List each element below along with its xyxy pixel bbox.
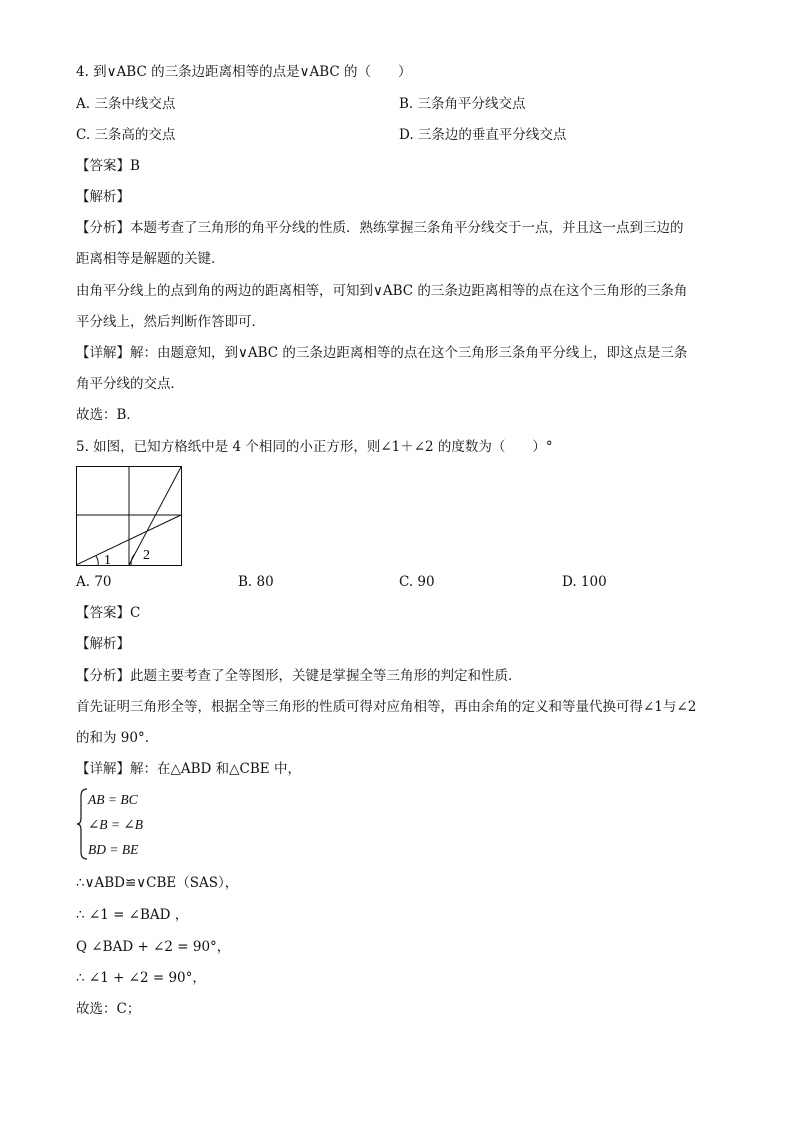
q5-step-3: Q ∠BAD + ∠2 = 90°， bbox=[76, 939, 231, 955]
q5-step-4: ∴ ∠1 + ∠2 = 90°， bbox=[76, 970, 206, 986]
q4-answer: 【答案】B bbox=[76, 158, 140, 174]
grid-figure bbox=[76, 466, 182, 566]
q5-analysis-line-1: 【分析】此题主要考查了全等图形，关键是掌握全等三角形的判定和性质． bbox=[76, 668, 522, 684]
q4-conclusion: 故选：B． bbox=[76, 407, 140, 423]
q5-option-c: C. 90 bbox=[399, 574, 435, 590]
q4-option-c: C. 三条高的交点 bbox=[76, 127, 176, 143]
q4-analysis-line-2b: 平分线上，然后判断作答即可． bbox=[76, 314, 265, 330]
q5-option-b: B. 80 bbox=[238, 574, 274, 590]
q5-analysis-line-2a: 首先证明三角形全等，根据全等三角形的性质可得对应角相等，再由余角的定义和等量代换可得∠1与∠2 bbox=[76, 699, 697, 715]
q5-step-2: ∴ ∠1 = ∠BAD ， bbox=[76, 907, 189, 923]
q5-analysis-heading: 【解析】 bbox=[76, 636, 130, 652]
q4-option-a: A. 三条中线交点 bbox=[76, 96, 176, 112]
q5-analysis-line-2b: 的和为 90°. bbox=[76, 730, 150, 746]
system-eq-2: ∠B = ∠B bbox=[88, 817, 143, 832]
q5-answer: 【答案】C bbox=[76, 605, 141, 621]
q5-option-d: D. 100 bbox=[562, 574, 607, 590]
q5-detail-intro: 【详解】解：在△ABD 和△CBE 中， bbox=[76, 761, 301, 777]
q4-detail-line-b: 角平分线的交点． bbox=[76, 376, 184, 392]
q4-detail-line-a: 【详解】解：由题意知，到∨ABC 的三条边距离相等的点在这个三角形三条角平分线上，即这点是三条 bbox=[76, 345, 688, 361]
q5-stem: 5. 如图，已知方格纸中是 4 个相同的小正方形，则∠1＋∠2 的度数为（ ）° bbox=[76, 439, 553, 455]
angle-1-arc bbox=[96, 556, 98, 565]
q4-analysis-line-1a: 【分析】本题考查了三角形的角平分线的性质．熟练掌握三条角平分线交于一点，并且这一点到三边的 bbox=[76, 220, 684, 236]
angle-2-label: 2 bbox=[143, 548, 150, 563]
q5-step-1: ∴∨ABD≌∨CBE（SAS）， bbox=[76, 875, 239, 891]
angle-1-label: 1 bbox=[104, 553, 111, 566]
q4-analysis-heading: 【解析】 bbox=[76, 189, 130, 205]
system-eq-1: AB = BC bbox=[88, 792, 138, 807]
diagonal-line-2 bbox=[129, 467, 181, 565]
q4-option-d: D. 三条边的垂直平分线交点 bbox=[399, 127, 567, 143]
q5-option-a: A. 70 bbox=[76, 574, 112, 590]
q5-conclusion: 故选：C； bbox=[76, 1001, 141, 1017]
q4-option-b: B. 三条角平分线交点 bbox=[399, 96, 526, 112]
system-eq-3: BD = BE bbox=[88, 842, 139, 857]
q4-analysis-line-2a: 由角平分线上的点到角的两边的距离相等，可知到∨ABC 的三条边距离相等的点在这个三角形的三条角 bbox=[76, 283, 688, 299]
q4-analysis-line-1b: 距离相等是解题的关键． bbox=[76, 251, 225, 267]
q4-stem: 4. 到∨ABC 的三条边距离相等的点是∨ABC 的（ ） bbox=[76, 64, 412, 80]
